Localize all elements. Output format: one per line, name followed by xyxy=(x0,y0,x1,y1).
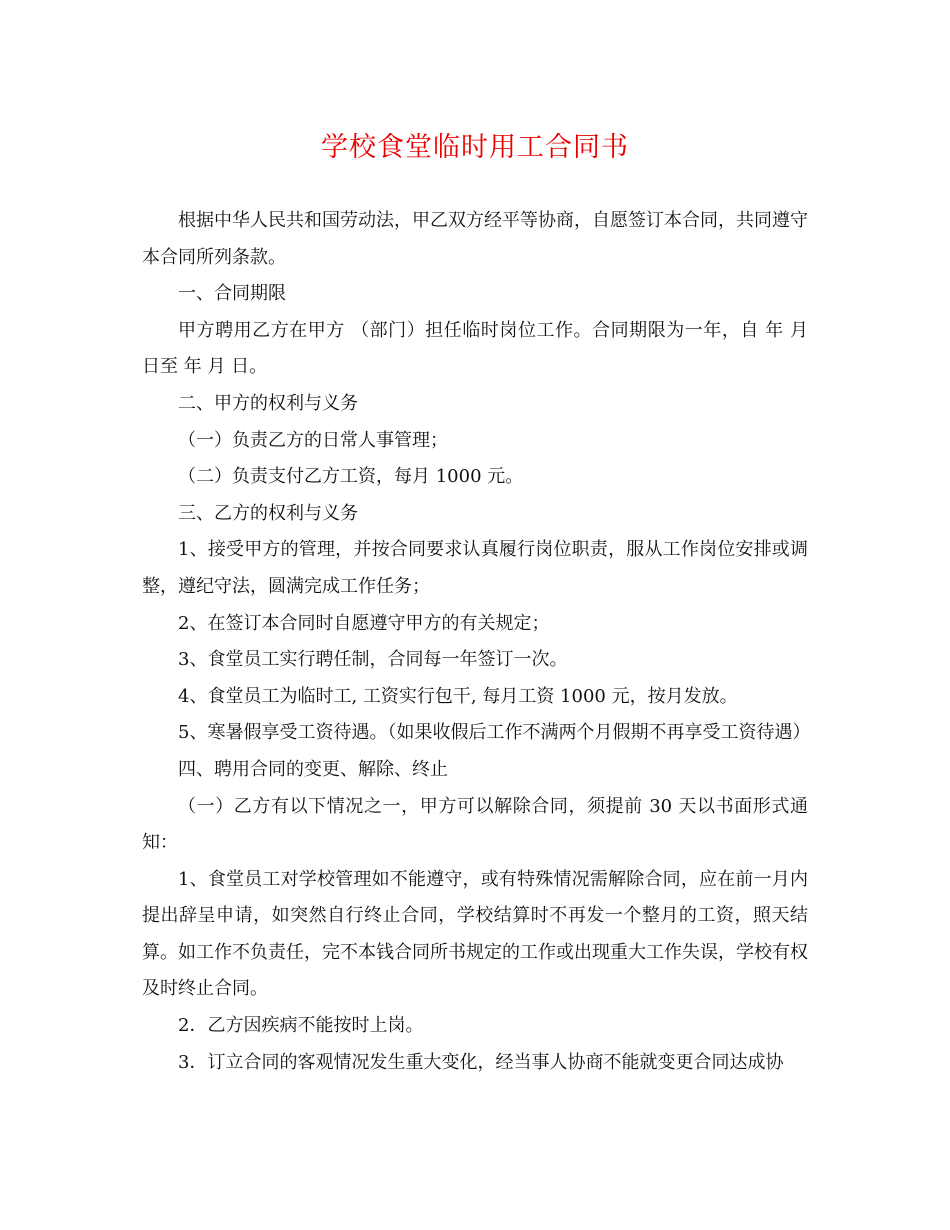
paragraph-termination-intro: （一）乙方有以下情况之一，甲方可以解除合同，须提前 30 天以书面形式通知： xyxy=(142,795,808,854)
paragraph-intro: 根据中华人民共和国劳动法，甲乙双方经平等协商，自愿签订本合同，共同遵守本合同所列条款。 xyxy=(142,210,808,268)
paragraph-party-b-3: 3、食堂员工实行聘任制，合同每一年签订一次。 xyxy=(178,649,568,671)
paragraph-party-b-5: 5、寒暑假享受工资待遇。（如果收假后工作不满两个月假期不再享受工资待遇） xyxy=(178,722,811,744)
paragraph-termination-1: 1、食堂员工对学校管理如不能遵守，或有特殊情况需解除合同，应在前一月内提出辞呈申请，如突然自行终止合同，学校结算时不再发一个整月的工资，照天结算。如工作不负责任，完不本钱合同所书规定的工作或出现重大工作失误，学校有权及时终止合同。 xyxy=(142,868,808,1000)
section-heading-termination: 四、聘用合同的变更、解除、终止 xyxy=(178,758,448,780)
section-heading-party-a: 二、甲方的权利与义务 xyxy=(178,392,358,414)
document-title: 学校食堂临时用工合同书 xyxy=(321,132,629,163)
paragraph-party-b-4: 4、食堂员工为临时工, 工资实行包干, 每月工资 1000 元，按月发放。 xyxy=(178,685,738,707)
paragraph-party-b-2: 2、在签订本合同时自愿遵守甲方的有关规定； xyxy=(178,612,550,634)
document-body xyxy=(142,203,811,1081)
section-heading-term: 一、合同期限 xyxy=(178,283,286,305)
paragraph-termination-2: 2．乙方因疾病不能按时上岗。 xyxy=(178,1015,424,1037)
paragraph-termination-3: 3．订立合同的客观情况发生重大变化，经当事人协商不能就变更合同达成协 xyxy=(178,1051,784,1073)
section-heading-party-b: 三、乙方的权利与义务 xyxy=(178,502,358,524)
paragraph-party-b-1: 1、接受甲方的管理，并按合同要求认真履行岗位职责，服从工作岗位安排或调整，遵纪守法，圆满完成工作任务； xyxy=(142,539,808,597)
paragraph-party-a-1: （一）负责乙方的日常人事管理； xyxy=(178,429,448,451)
paragraph-term: 甲方聘用乙方在甲方 （部门）担任临时岗位工作。合同期限为一年，自 年 月 日至 年 月 日。 xyxy=(142,319,808,378)
paragraph-party-a-2: （二）负责支付乙方工资，每月 1000 元。 xyxy=(178,466,524,488)
